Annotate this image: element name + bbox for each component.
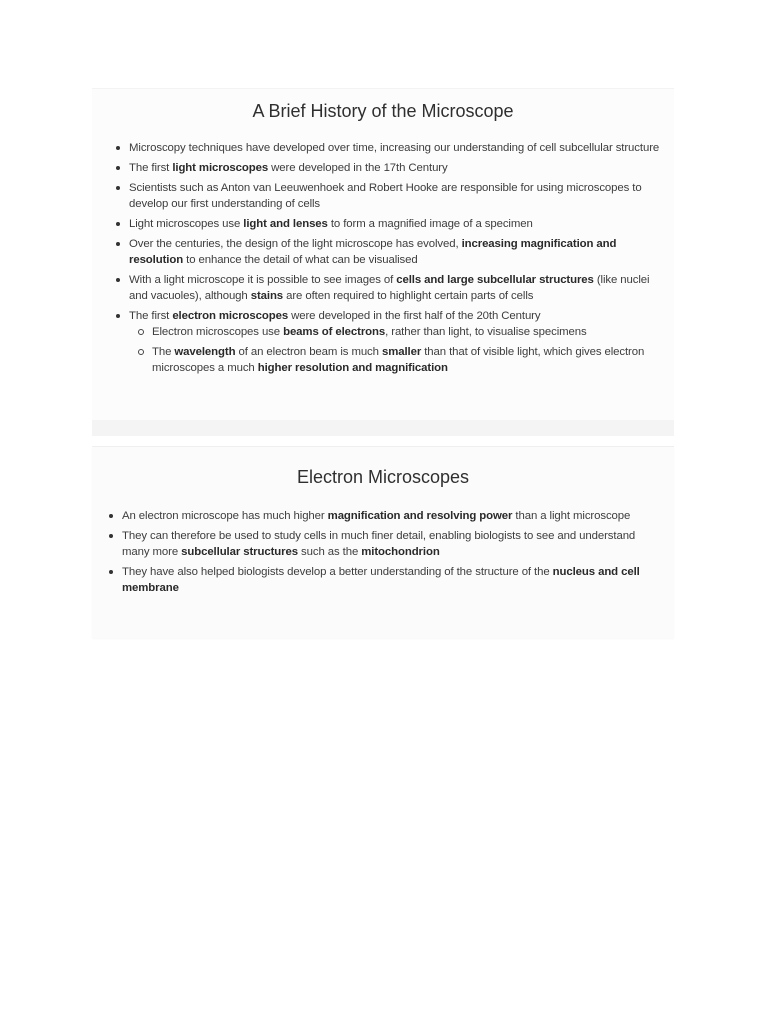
sub-list-item: Electron microscopes use beams of electrons, rather than light, to visualise specimens [152, 324, 664, 340]
bold-term: nucleus and cell membrane [122, 566, 640, 594]
list-item: An electron microscope has much higher magnification and resolving power than a light microscope [122, 508, 656, 524]
bold-term: light and lenses [243, 218, 328, 230]
history-bullet-list [92, 140, 674, 376]
bold-term: subcellular structures [181, 546, 298, 558]
bold-term: magnification and resolving power [327, 510, 513, 522]
bold-term: higher resolution and magnification [257, 362, 448, 374]
electron-sub-list [129, 324, 664, 376]
bold-term: smaller [381, 346, 422, 358]
bold-term: cells and large subcellular structures [396, 274, 594, 286]
bold-term: stains [250, 290, 284, 302]
history-card-footer-band [92, 420, 674, 436]
list-item: Light microscopes use light and lenses to form a magnified image of a specimen [129, 216, 664, 232]
history-title: A Brief History of the Microscope [252, 101, 514, 121]
sub-list-item: The wavelength of an electron beam is much smaller than that of visible light, which gives electron microscopes a much higher resolution and magnification [152, 344, 664, 376]
bold-term: increasing magnification and resolution [129, 238, 617, 266]
list-item: They can therefore be used to study cells in much finer detail, enabling biologists to see and understand many more subcellular structures such as the mitochondrion [122, 528, 656, 560]
bold-term: wavelength [174, 346, 236, 358]
electron-card [92, 446, 674, 638]
list-item: Microscopy techniques have developed over time, increasing our understanding of cell subcellular structure [129, 140, 664, 156]
bold-term: electron microscopes [172, 310, 289, 322]
list-item: They have also helped biologists develop a better understanding of the structure of the nucleus and cell membrane [122, 564, 656, 596]
bold-term: mitochondrion [361, 546, 440, 558]
list-item: Over the centuries, the design of the light microscope has evolved, increasing magnification and resolution to enhance the detail of what can be visualised [129, 236, 664, 268]
history-card [92, 88, 674, 420]
electron-title: Electron Microscopes [296, 467, 470, 487]
list-item-text: The first electron microscopes were developed in the first half of the 20th Century [129, 310, 541, 322]
bold-term: beams of electrons [283, 326, 386, 338]
bold-term: light microscopes [172, 162, 269, 174]
list-item [129, 308, 664, 376]
list-item: The first light microscopes were developed in the 17th Century [129, 160, 664, 176]
list-item: Scientists such as Anton van Leeuwenhoek and Robert Hooke are responsible for using microscopes to develop our first understanding of cells [129, 180, 664, 212]
electron-bullet-list [92, 508, 674, 596]
list-item: With a light microscope it is possible to see images of cells and large subcellular structures (like nuclei and vacuoles), although stains are often required to highlight certain parts of cells [129, 272, 664, 304]
